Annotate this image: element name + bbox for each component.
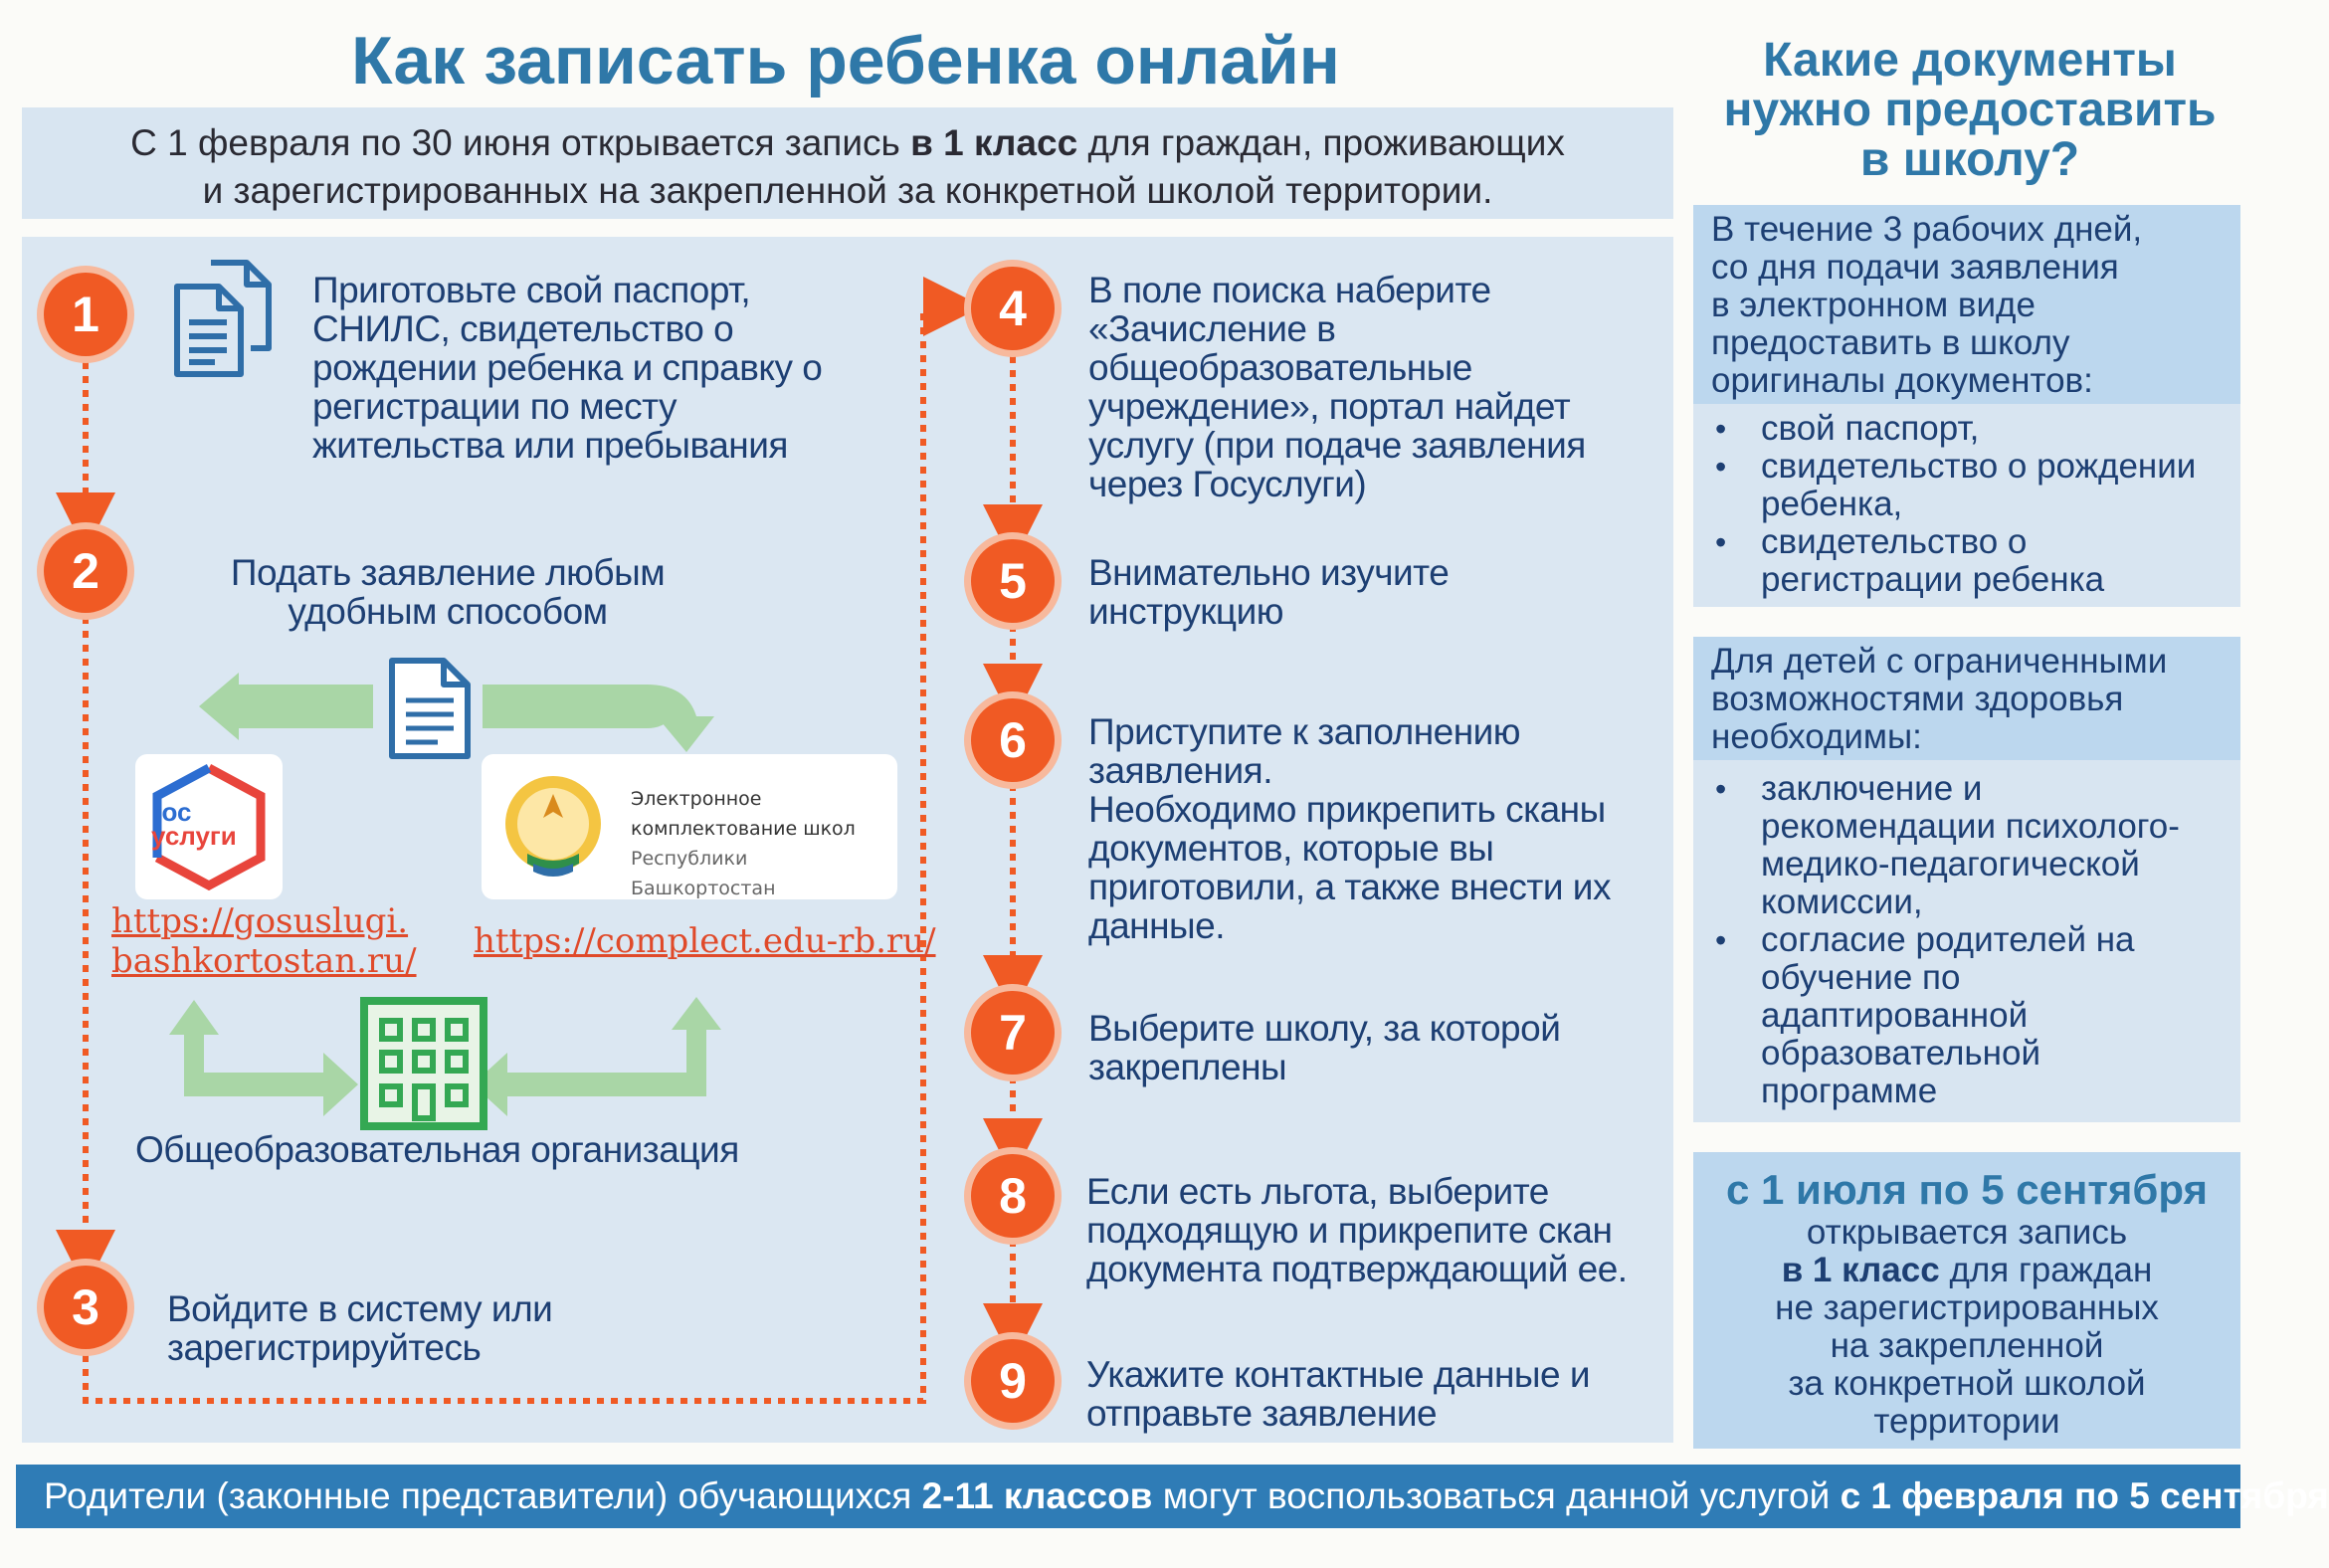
step-line: Необходимо прикрепить сканы	[1088, 789, 1606, 830]
organization-label: Общеобразовательная организация	[135, 1129, 739, 1170]
complect-link[interactable]: https://complect.edu-rb.ru/	[474, 921, 936, 961]
list-line: обучение по	[1761, 958, 1961, 997]
step-line: Приступите к заполнению	[1088, 711, 1521, 752]
heading-line: в электронном виде	[1711, 286, 2036, 324]
list-item	[1693, 448, 2240, 523]
heading-line: оригиналы документов:	[1711, 361, 2093, 400]
documents-title-line: в школу?	[1859, 133, 2080, 186]
step-line: рождении ребенка и справку о	[312, 347, 823, 388]
documents-title-line: нужно предоставить	[1723, 84, 2217, 136]
list-line: • свидетельство о	[1761, 522, 2028, 561]
step-line: Приготовьте свой паспорт,	[312, 270, 751, 310]
step-line: отправьте заявление	[1086, 1393, 1438, 1434]
step-6-badge: 6	[971, 698, 1055, 782]
july-line	[1693, 1252, 2240, 1289]
list-item	[1693, 921, 2240, 1110]
list-line: • свидетельство о рождении	[1761, 447, 2197, 486]
step-2-badge: 2	[44, 529, 127, 613]
heading-line: необходимы:	[1711, 717, 1922, 756]
july-line: не зарегистрированных	[1775, 1288, 2159, 1327]
ovz-box	[1693, 637, 2240, 1122]
footer-text: могут воспользоваться данной услугой	[1162, 1475, 1831, 1516]
step-2-text	[199, 553, 696, 631]
july-text: для граждан	[1949, 1251, 2153, 1289]
july-line: открывается запись	[1806, 1213, 2128, 1252]
list-line: образовательной	[1761, 1034, 2041, 1073]
step-line: Подать заявление любым	[230, 552, 666, 593]
step-5-text	[1088, 553, 1449, 631]
step-line: Укажите контактные данные и	[1086, 1354, 1591, 1395]
green-arrow-left-icon	[199, 673, 373, 740]
july-enrollment-box	[1693, 1152, 2240, 1449]
list-line: • свой паспорт,	[1761, 409, 1980, 448]
july-title: с 1 июля по 5 сентября	[1726, 1166, 2208, 1213]
step-line: заявления.	[1088, 750, 1272, 791]
step-7-text	[1088, 1009, 1560, 1086]
step-5-badge: 5	[971, 539, 1055, 623]
list-item	[1693, 410, 2240, 448]
step-line: учреждение», портал найдет	[1088, 386, 1571, 427]
step-8-text	[1086, 1172, 1663, 1288]
gosuslugi-logo-word-2: услуги	[151, 821, 237, 851]
step-line: удобным способом	[288, 591, 608, 632]
step-3-text	[167, 1289, 552, 1367]
documents-title	[1691, 36, 2248, 185]
step-line: закреплены	[1088, 1047, 1287, 1087]
step-line: жительства или пребывания	[312, 425, 788, 466]
heading-line: возможностями здоровья	[1711, 680, 2124, 718]
list-line: рекомендации психолого-	[1761, 807, 2180, 846]
step-9-text	[1086, 1355, 1590, 1433]
bashkortostan-emblem-icon	[497, 768, 609, 887]
step-3-badge: 3	[44, 1266, 127, 1349]
intro-text: С 1 февраля по 30 июня открывается запись	[130, 122, 900, 163]
gosuslugi-logo[interactable]	[135, 754, 283, 899]
green-arrow-up-right-icon	[473, 997, 721, 1116]
step-line: документа подтверждающий ее.	[1086, 1249, 1628, 1289]
july-line: территории	[1873, 1402, 2060, 1441]
step-line: Если есть льгота, выберите	[1086, 1171, 1549, 1212]
school-building-icon	[358, 995, 489, 1132]
footer-text: Родители (законные представители) обучающихся	[44, 1475, 912, 1516]
list-line: ребенка,	[1761, 485, 1903, 523]
footer-banner	[16, 1465, 2329, 1528]
july-line: за конкретной школой	[1788, 1364, 2146, 1403]
step-line: «Зачисление в	[1088, 308, 1336, 349]
intro-text-2: для граждан, проживающих	[1087, 122, 1565, 163]
list-line: комиссии,	[1761, 882, 1923, 921]
ovz-list	[1693, 760, 2240, 1110]
heading-line: предоставить в школу	[1711, 323, 2070, 362]
documents-box	[1693, 205, 2240, 607]
documents-icon	[171, 257, 275, 380]
step-line: Выберите школу, за которой	[1088, 1008, 1561, 1049]
page-title: Как записать ребенка онлайн	[351, 23, 1340, 98]
complect-logo-line-2: комплектование школ	[631, 818, 856, 840]
step-4-badge: 4	[971, 267, 1055, 350]
step-9-badge: 9	[971, 1339, 1055, 1423]
gosuslugi-logo-text	[151, 797, 237, 851]
july-bold: в 1 класс	[1781, 1251, 1940, 1289]
step-line: через Госуслуги)	[1088, 464, 1367, 504]
footer-bold: с 1 февраля по 5 сентября	[1840, 1475, 2329, 1516]
gosuslugi-link-line-1[interactable]: https://gosuslugi.	[111, 901, 409, 941]
gosuslugi-link-line-2[interactable]: bashkortostan.ru/	[111, 941, 417, 981]
step-line: подходящую и прикрепите скан	[1086, 1210, 1613, 1251]
step-line: общеобразовательные	[1088, 347, 1472, 388]
step-line: приготовили, а также внести их	[1088, 867, 1611, 907]
step-line: В поле поиска наберите	[1088, 270, 1491, 310]
step-line: Внимательно изучите	[1088, 552, 1450, 593]
documents-list	[1693, 404, 2240, 599]
list-line: • согласие родителей на	[1761, 920, 2135, 959]
complect-logo-line-1: Электронное	[631, 788, 762, 810]
footer-bold: 2-11 классов	[921, 1475, 1153, 1516]
step-line: регистрации по месту	[312, 386, 677, 427]
step-4-text	[1088, 271, 1665, 503]
step-line: Войдите в систему или	[167, 1288, 553, 1329]
intro-bold: в 1 класс	[910, 122, 1078, 163]
documents-title-line: Какие документы	[1763, 34, 2177, 87]
green-arrow-right-icon	[483, 685, 714, 752]
list-item	[1693, 770, 2240, 921]
list-line: программе	[1761, 1072, 1938, 1110]
step-1-badge: 1	[44, 273, 127, 356]
ovz-box-heading	[1693, 637, 2240, 760]
list-line: регистрации ребенка	[1761, 560, 2105, 599]
heading-line: со дня подачи заявления	[1711, 248, 2119, 287]
step-line: СНИЛС, свидетельство о	[312, 308, 734, 349]
application-form-icon	[388, 657, 472, 760]
heading-line: В течение 3 рабочих дней,	[1711, 210, 2143, 249]
documents-box-heading	[1693, 205, 2240, 404]
gosuslugi-link[interactable]	[111, 901, 417, 981]
step-line: зарегистрируйтесь	[167, 1327, 482, 1368]
gosuslugi-logo-word-1: гос	[151, 797, 192, 827]
complect-logo-line-3: Республики Башкортостан	[631, 848, 776, 899]
step-6-text	[1088, 712, 1665, 945]
step-7-badge: 7	[971, 991, 1055, 1075]
complect-logo[interactable]	[482, 754, 897, 899]
list-item	[1693, 523, 2240, 599]
intro-line-2: и зарегистрированных на закрепленной за конкретной школой территории.	[202, 170, 1493, 211]
step-8-badge: 8	[971, 1154, 1055, 1238]
step-line: инструкцию	[1088, 591, 1284, 632]
step-line: услугу (при подаче заявления	[1088, 425, 1586, 466]
heading-line: Для детей с ограниченными	[1711, 642, 2168, 681]
step-1-text	[312, 271, 870, 465]
list-line: адаптированной	[1761, 996, 2029, 1035]
july-line: на закрепленной	[1830, 1326, 2104, 1365]
green-arrow-up-left-icon	[169, 1000, 358, 1116]
complect-logo-text	[631, 784, 897, 903]
list-line: медико-педагогической	[1761, 845, 2140, 883]
step-line: данные.	[1088, 905, 1225, 946]
step-line: документов, которые вы	[1088, 828, 1494, 869]
list-line: • заключение и	[1761, 769, 1983, 808]
